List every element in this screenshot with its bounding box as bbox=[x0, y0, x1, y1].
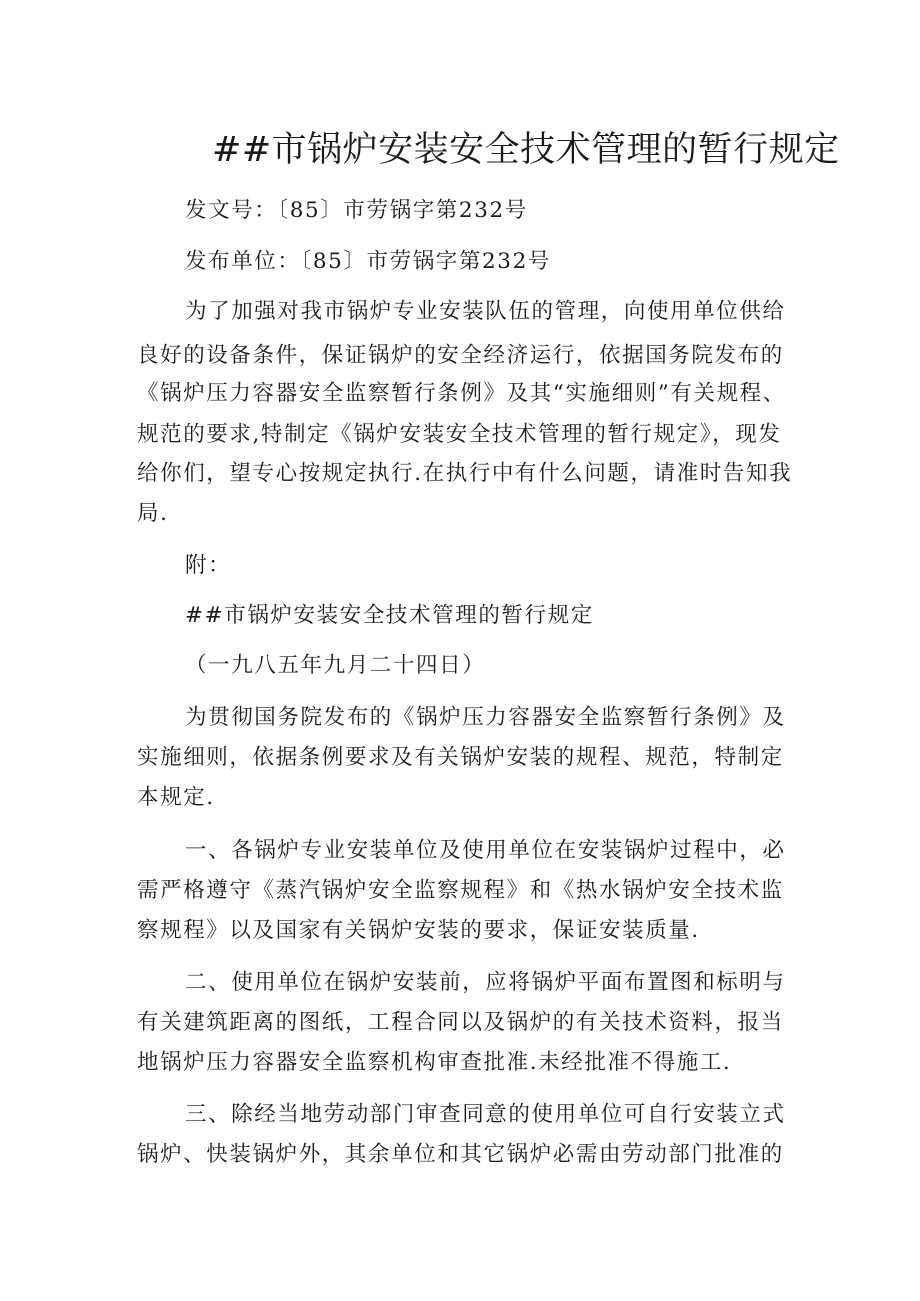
issuer: 发布单位：〔85〕市劳锅字第232号 bbox=[185, 249, 551, 274]
document-title: ##市锅炉安装安全技术管理的暂行规定 bbox=[212, 130, 840, 170]
article-3-line: 锅炉、快装锅炉外，其余单位和其它锅炉必需由劳动部门批准的 bbox=[137, 1142, 784, 1167]
document-date: （一九八五年九月二十四日） bbox=[185, 653, 486, 678]
intro-line: 局. bbox=[137, 501, 169, 526]
article-2-line: 地锅炉压力容器安全监察机构审查批准.未经批准不得施工. bbox=[137, 1050, 732, 1075]
article-2-line: 二、使用单位在锅炉安装前，应将锅炉平面布置图和标明与 bbox=[185, 970, 786, 995]
article-3-line: 三、除经当地劳动部门审查同意的使用单位可自行安装立式 bbox=[185, 1102, 786, 1127]
preamble-line: 为贯彻国务院发布的《锅炉压力容器安全监察暂行条例》及 bbox=[185, 705, 786, 730]
intro-line: 为了加强对我市锅炉专业安装队伍的管理，向使用单位供给 bbox=[185, 299, 786, 324]
attachment-label: 附： bbox=[185, 553, 232, 578]
intro-line: 良好的设备条件，保证锅炉的安全经济运行，依据国务院发布的 bbox=[137, 343, 784, 368]
preamble-line: 实施细则，依据条例要求及有关锅炉安装的规程、规范，特制定 bbox=[137, 745, 784, 770]
preamble-line: 本规定. bbox=[137, 785, 215, 810]
intro-line: 规范的要求,特制定《锅炉安装安全技术管理的暂行规定》，现发 bbox=[137, 422, 782, 447]
article-1-line: 需严格遵守《蒸汽锅炉安全监察规程》和《热水锅炉安全技术监 bbox=[137, 878, 784, 903]
intro-line: 《锅炉压力容器安全监察暂行条例》及其“实施细则”有关规程、 bbox=[137, 381, 786, 406]
intro-line: 给你们，望专心按规定执行.在执行中有什么问题，请准时告知我 bbox=[137, 461, 793, 486]
sub-title: ##市锅炉安装安全技术管理的暂行规定 bbox=[185, 603, 594, 628]
article-1-line: 察规程》以及国家有关锅炉安装的要求，保证安装质量. bbox=[137, 918, 700, 943]
article-2-line: 有关建筑距离的图纸，工程合同以及锅炉的有关技术资料，报当 bbox=[137, 1010, 784, 1035]
doc-number: 发文号：〔85〕市劳锅字第232号 bbox=[185, 198, 528, 223]
article-1-line: 一、各锅炉专业安装单位及使用单位在安装锅炉过程中，必 bbox=[185, 838, 786, 863]
